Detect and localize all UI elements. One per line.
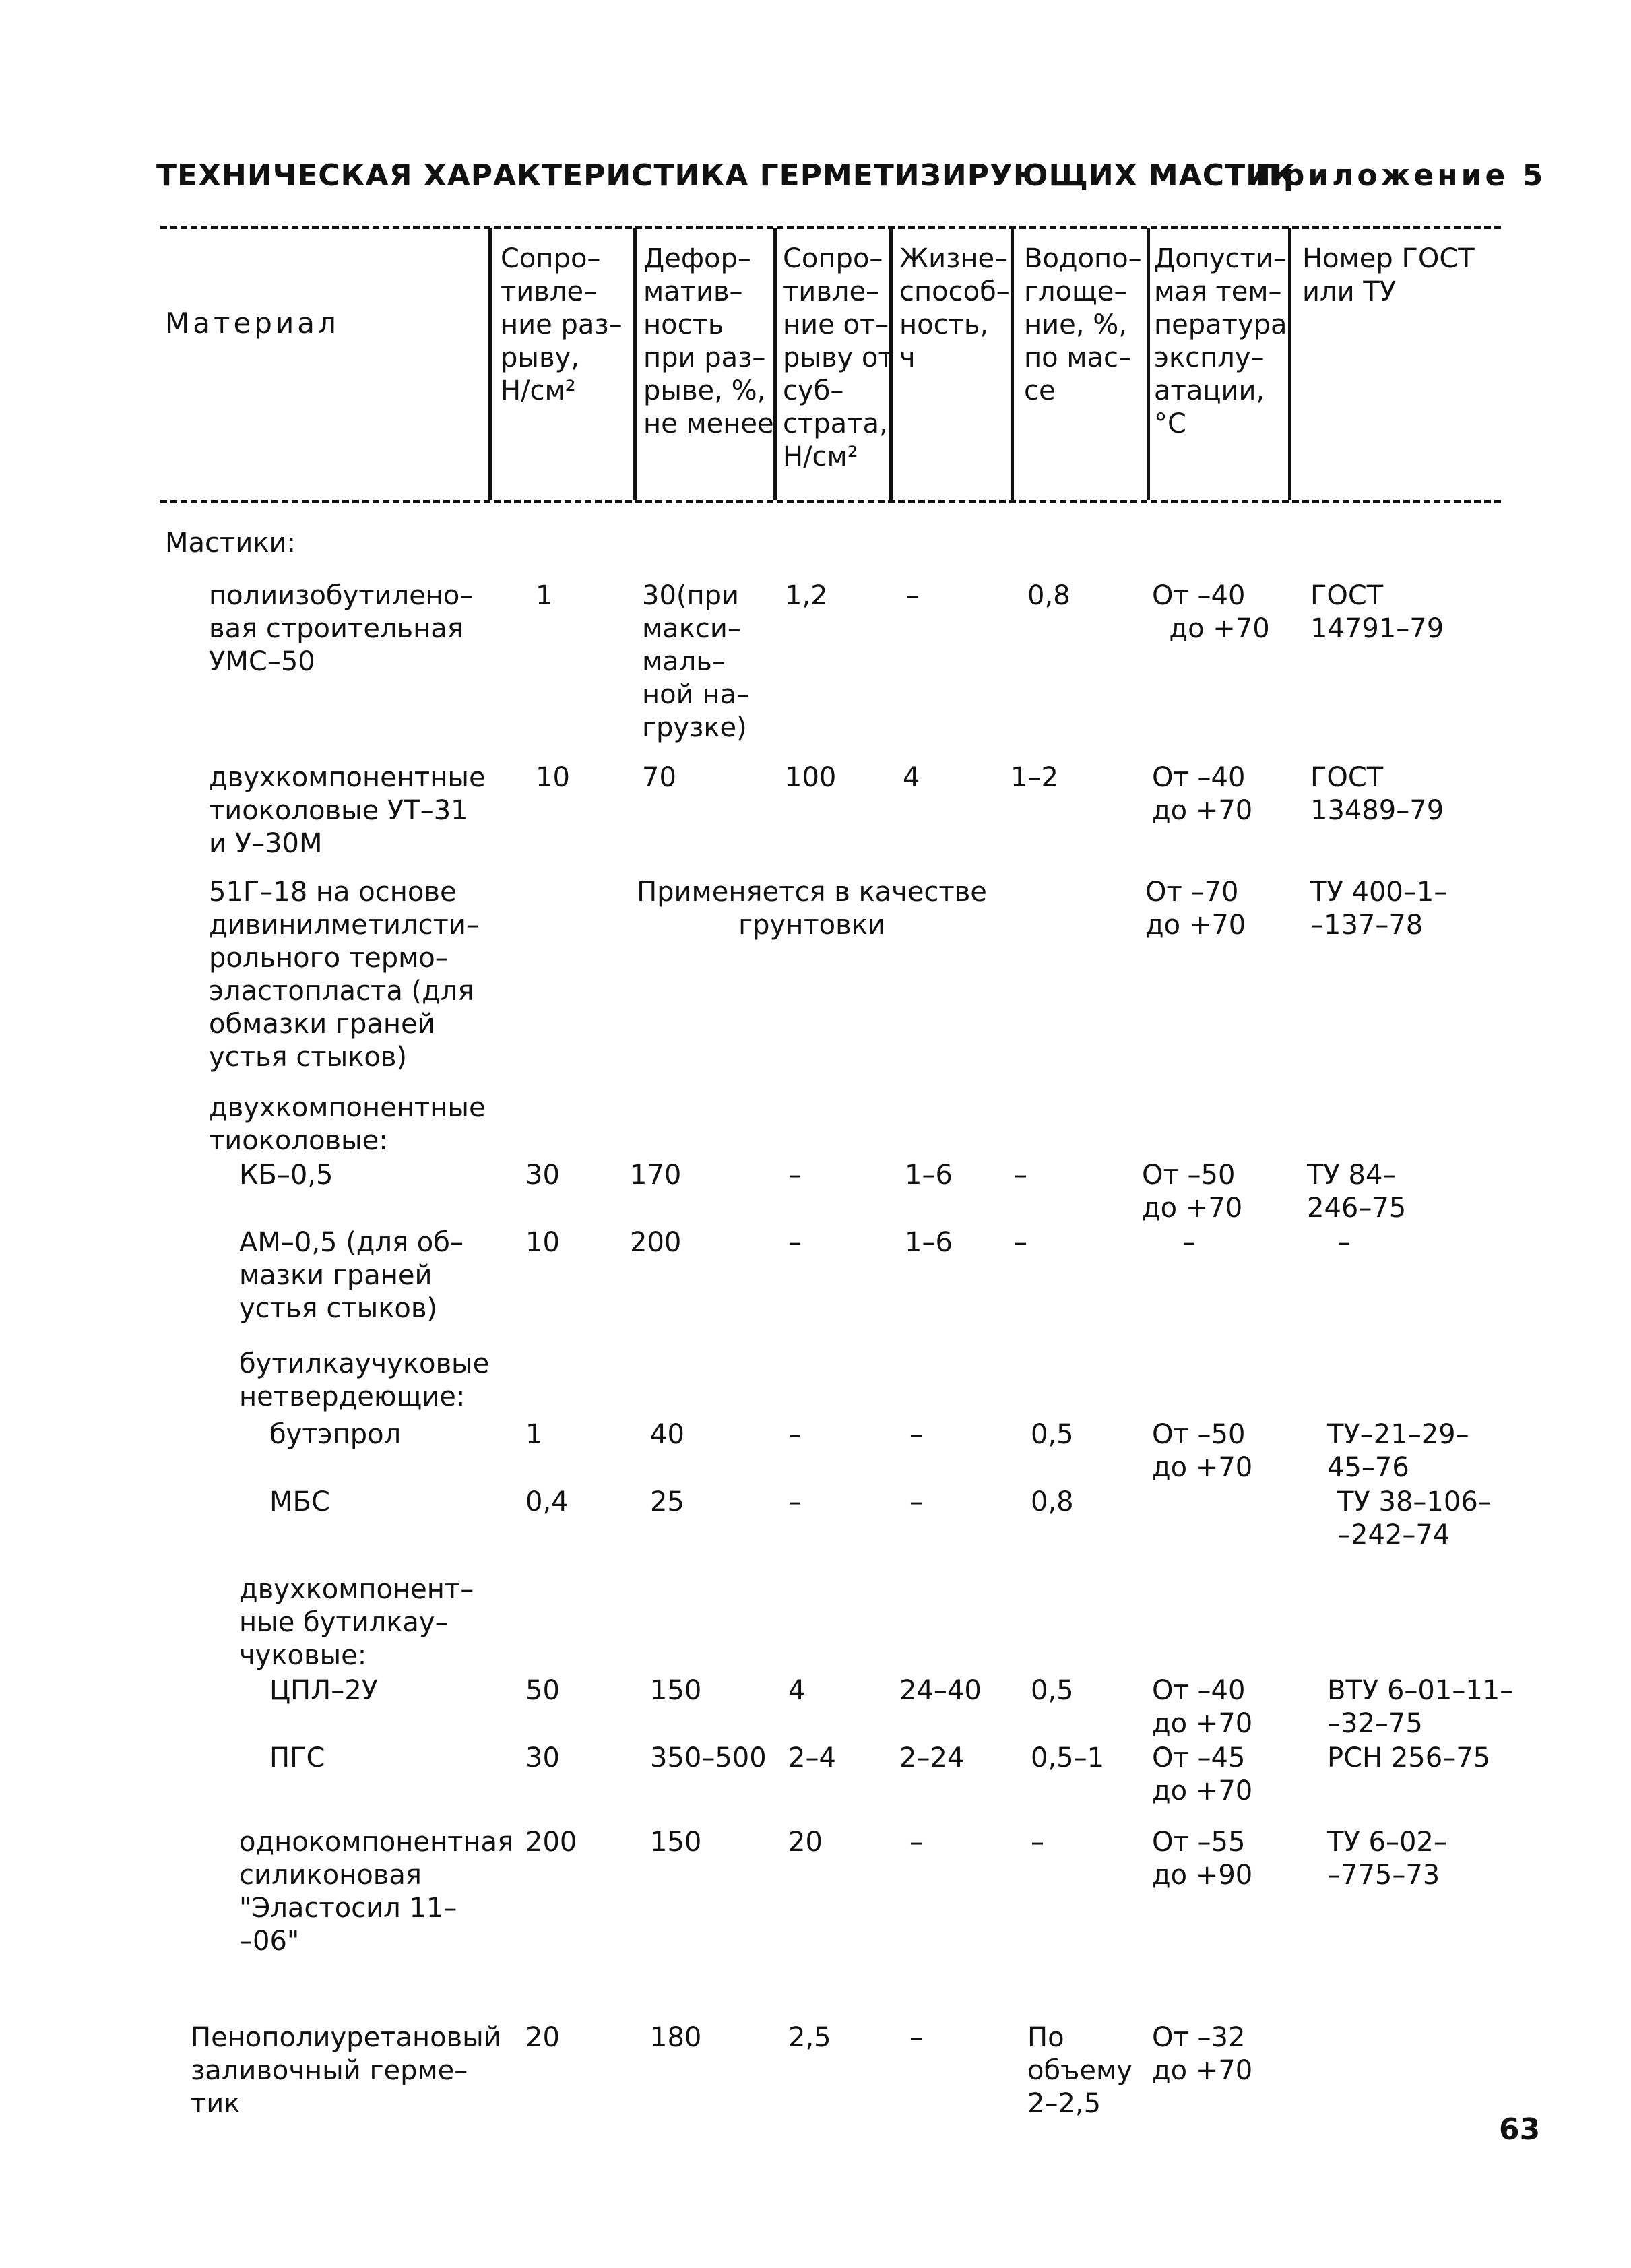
row6-group-label: бутилкаучуковые нетвердеющие: [239, 1348, 490, 1412]
row4-material: КБ–0,5 [239, 1160, 333, 1191]
row10-adhesion: 4 [788, 1675, 806, 1706]
row7-gost: ТУ–21–29– 45–76 [1327, 1419, 1469, 1483]
row9-group-label: двухкомпонент– ные бутилкау– чуковые: [239, 1574, 474, 1671]
document-title: ТЕХНИЧЕСКАЯ ХАРАКТЕРИСТИКА ГЕРМЕТИЗИРУЮЩИХ МАСТИК [156, 158, 1296, 193]
header-pot-life: Жизне– способ– ность, ч [899, 243, 1010, 373]
row1-deform: 70 [642, 762, 676, 793]
row13-temp: От –32 до +70 [1152, 2022, 1253, 2086]
row11-deform: 350–500 [650, 1742, 767, 1773]
row12-tensile: 200 [525, 1827, 577, 1858]
row0-temp: От –40 до +70 [1152, 580, 1270, 644]
row12-gost: ТУ 6–02– –775–73 [1327, 1827, 1447, 1891]
header-tensile: Сопро– тивле– ние раз– рыву, Н/см² [501, 243, 622, 406]
row10-material: ЦПЛ–2У [269, 1675, 379, 1706]
row4-gost: ТУ 84– 246–75 [1307, 1160, 1407, 1224]
header-top-rule [160, 226, 1501, 229]
col-sep-2 [633, 228, 637, 500]
col-sep-7 [1288, 228, 1291, 500]
col-sep-1 [488, 228, 492, 500]
row2-material: 51Г–18 на основе дивинилметилсти– рольного термо– эластопласта (для обмазки граней устья стыков) [209, 877, 480, 1073]
row0-pot-life: – [906, 580, 920, 611]
row8-water: 0,8 [1031, 1486, 1074, 1517]
row5-tensile: 10 [525, 1227, 560, 1258]
header-bottom-rule [160, 500, 1501, 503]
row13-material: Пенополиуретановый заливочный герме– тик [191, 2022, 501, 2119]
row5-material: АМ–0,5 (для об– мазки граней устья стыков) [239, 1227, 463, 1324]
row8-material: МБС [269, 1486, 330, 1517]
row0-deform: 30(при макси– маль– ной на– грузке) [642, 580, 750, 743]
header-gost: Номер ГОСТ или ТУ [1302, 243, 1475, 307]
row4-temp: От –50 до +70 [1142, 1160, 1243, 1224]
row8-tensile: 0,4 [525, 1486, 569, 1517]
row0-water: 0,8 [1027, 580, 1070, 611]
row11-pot-life: 2–24 [899, 1742, 965, 1773]
row10-deform: 150 [650, 1675, 702, 1706]
row7-temp: От –50 до +70 [1152, 1419, 1253, 1483]
header-adhesion: Сопро– тивле– ние от– рыву от суб– страта, Н/см² [783, 243, 894, 472]
row7-pot-life: – [909, 1419, 923, 1450]
header-deform: Дефор– матив– ность при раз– рыве, %, не менее [643, 243, 774, 439]
row4-adhesion: – [788, 1160, 802, 1191]
row5-adhesion: – [788, 1227, 802, 1258]
row2-gost: ТУ 400–1– –137–78 [1310, 877, 1448, 941]
row8-deform: 25 [650, 1486, 684, 1517]
row1-water: 1–2 [1011, 762, 1058, 793]
row12-deform: 150 [650, 1827, 702, 1858]
row12-pot-life: – [909, 1827, 923, 1858]
col-sep-5 [1011, 228, 1014, 500]
row7-water: 0,5 [1031, 1419, 1074, 1450]
row2-merged: Применяется в качестве грунтовки [637, 877, 987, 941]
row7-material: бутэпрол [269, 1419, 402, 1450]
row12-water: – [1031, 1827, 1044, 1858]
row4-pot-life: 1–6 [905, 1160, 953, 1191]
row0-tensile: 1 [536, 580, 553, 611]
row11-material: ПГС [269, 1742, 325, 1773]
row1-tensile: 10 [536, 762, 570, 793]
row11-gost: РСН 256–75 [1327, 1742, 1491, 1773]
row12-material: однокомпонентная силиконовая "Эластосил 11– –06" [239, 1827, 514, 1957]
row5-gost: – [1337, 1227, 1351, 1258]
row11-tensile: 30 [525, 1742, 560, 1773]
row13-tensile: 20 [525, 2022, 560, 2053]
row13-pot-life: – [909, 2022, 923, 2053]
row0-adhesion: 1,2 [785, 580, 828, 611]
row10-gost: ВТУ 6–01–11– –32–75 [1327, 1675, 1514, 1739]
row10-pot-life: 24–40 [899, 1675, 982, 1706]
row3-group-label: двухкомпонентные тиоколовые: [209, 1092, 486, 1156]
row5-water: – [1014, 1227, 1027, 1258]
row8-adhesion: – [788, 1486, 802, 1517]
row11-temp: От –45 до +70 [1152, 1742, 1253, 1806]
row4-tensile: 30 [525, 1160, 560, 1191]
row11-water: 0,5–1 [1031, 1742, 1105, 1773]
row0-gost: ГОСТ 14791–79 [1310, 580, 1444, 644]
row8-gost: ТУ 38–106– –242–74 [1337, 1486, 1492, 1550]
row11-adhesion: 2–4 [788, 1742, 836, 1773]
row1-gost: ГОСТ 13489–79 [1310, 762, 1444, 826]
col-sep-6 [1147, 228, 1150, 500]
row5-pot-life: 1–6 [905, 1227, 953, 1258]
section-mastics: Мастики: [165, 528, 296, 559]
row4-water: – [1014, 1160, 1027, 1191]
row7-adhesion: – [788, 1419, 802, 1450]
row1-adhesion: 100 [785, 762, 837, 793]
row5-deform: 200 [630, 1227, 682, 1258]
row12-temp: От –55 до +90 [1152, 1827, 1253, 1891]
row13-water: По объему 2–2,5 [1027, 2022, 1132, 2119]
row10-tensile: 50 [525, 1675, 560, 1706]
appendix-label: Приложение 5 [1255, 158, 1547, 193]
row1-pot-life: 4 [903, 762, 920, 793]
row5-temp: – [1182, 1227, 1196, 1258]
page-number: 63 [1499, 2112, 1541, 2147]
header-material: Материал [165, 307, 340, 340]
row12-adhesion: 20 [788, 1827, 823, 1858]
row7-deform: 40 [650, 1419, 684, 1450]
row1-temp: От –40 до +70 [1152, 762, 1253, 826]
header-water: Водопо– глоще– ние, %, по мас– се [1024, 243, 1142, 406]
row13-deform: 180 [650, 2022, 702, 2053]
row1-material: двухкомпонентные тиоколовые УТ–31 и У–30М [209, 762, 486, 859]
row13-adhesion: 2,5 [788, 2022, 831, 2053]
header-temp: Допусти– мая тем– пература эксплу– атации, °С [1154, 243, 1287, 439]
row0-material: полиизобутилено– вая строительная УМС–50 [209, 580, 474, 677]
row4-deform: 170 [630, 1160, 682, 1191]
row7-tensile: 1 [525, 1419, 543, 1450]
row2-temp: От –70 до +70 [1145, 877, 1246, 941]
row10-water: 0,5 [1031, 1675, 1074, 1706]
row8-pot-life: – [909, 1486, 923, 1517]
row10-temp: От –40 до +70 [1152, 1675, 1253, 1739]
col-sep-3 [773, 228, 777, 500]
